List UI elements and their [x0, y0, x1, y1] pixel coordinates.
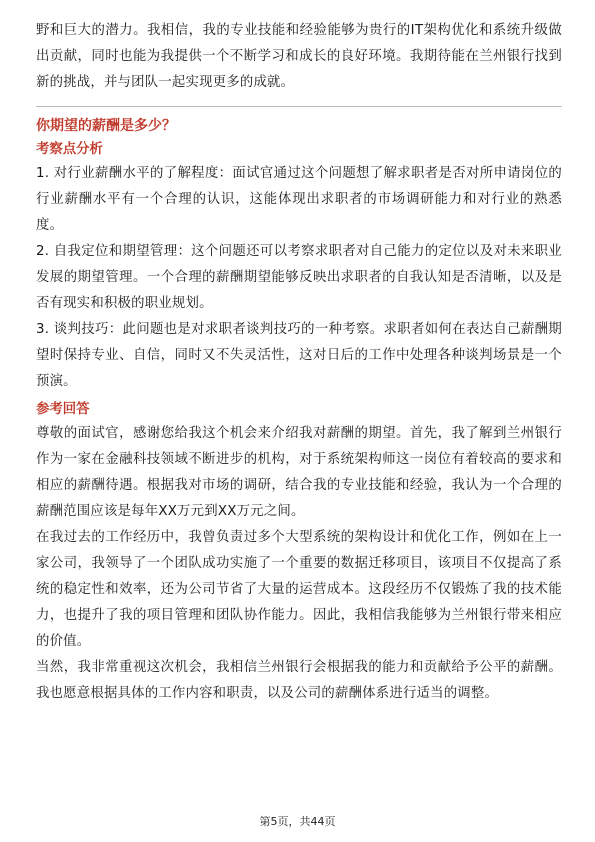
question-heading: 你期望的薪酬是多少？	[36, 118, 176, 134]
reference-title: 参考回答	[36, 402, 90, 417]
analysis-title: 考察点分析	[36, 142, 103, 157]
intro-paragraph: 野和巨大的潜力。我相信，我的专业技能和经验能够为贵行的IT架构优化和系统升级做出贡献，同时也能为我提供一个不断学习和成长的良好环境。我期待能在兰州银行找到新的挑战，并与团队一起实现更多的成就。	[36, 23, 562, 90]
reference-paragraph: 当然，我非常重视这次机会，我相信兰州银行会根据我的能力和贡献给予公平的薪酬。我也愿意根据具体的工作内容和职责，以及公司的薪酬体系进行适当的调整。	[36, 660, 562, 701]
document-body	[36, 18, 562, 707]
analysis-item: 3. 谈判技巧：此问题也是对求职者谈判技巧的一种考察。求职者如何在表达自己薪酬期望时保持专业、自信，同时又不失灵活性，这对日后的工作中处理各种谈判场景是一个预演。	[36, 322, 562, 389]
reference-paragraph: 在我过去的工作经历中，我曾负责过多个大型系统的架构设计和优化工作，例如在上一家公司，我领导了一个团队成功实施了一个重要的数据迁移项目，该项目不仅提高了系统的稳定性和效率，还为公司节省了大量的运营成本。这段经历不仅锻炼了我的技术能力，也提升了我的项目管理和团队协作能力。因此，我相信我能够为兰州银行带来相应的价值。	[36, 530, 562, 649]
analysis-item: 1. 对行业薪酬水平的了解程度：面试官通过这个问题想了解求职者是否对所申请岗位的行业薪酬水平有一个合理的认识，这能体现出求职者的市场调研能力和对行业的熟悉度。	[36, 166, 562, 233]
page-number: 第5页，共44页	[259, 815, 336, 828]
section-divider	[36, 106, 562, 107]
reference-paragraph: 尊敬的面试官，感谢您给我这个机会来介绍我对薪酬的期望。首先，我了解到兰州银行作为一家在金融科技领域不断进步的机构，对于系统架构师这一岗位有着较高的要求和相应的薪酬待遇。根据我对市场的调研，结合我的专业技能和经验，我认为一个合理的薪酬范围应该是每年XX万元到XX万元之间。	[36, 426, 562, 519]
analysis-item: 2. 自我定位和期望管理：这个问题还可以考察求职者对自己能力的定位以及对未来职业发展的期望管理。一个合理的薪酬期望能够反映出求职者的自我认知是否清晰，以及是否有现实和积极的职业规划。	[36, 244, 562, 311]
